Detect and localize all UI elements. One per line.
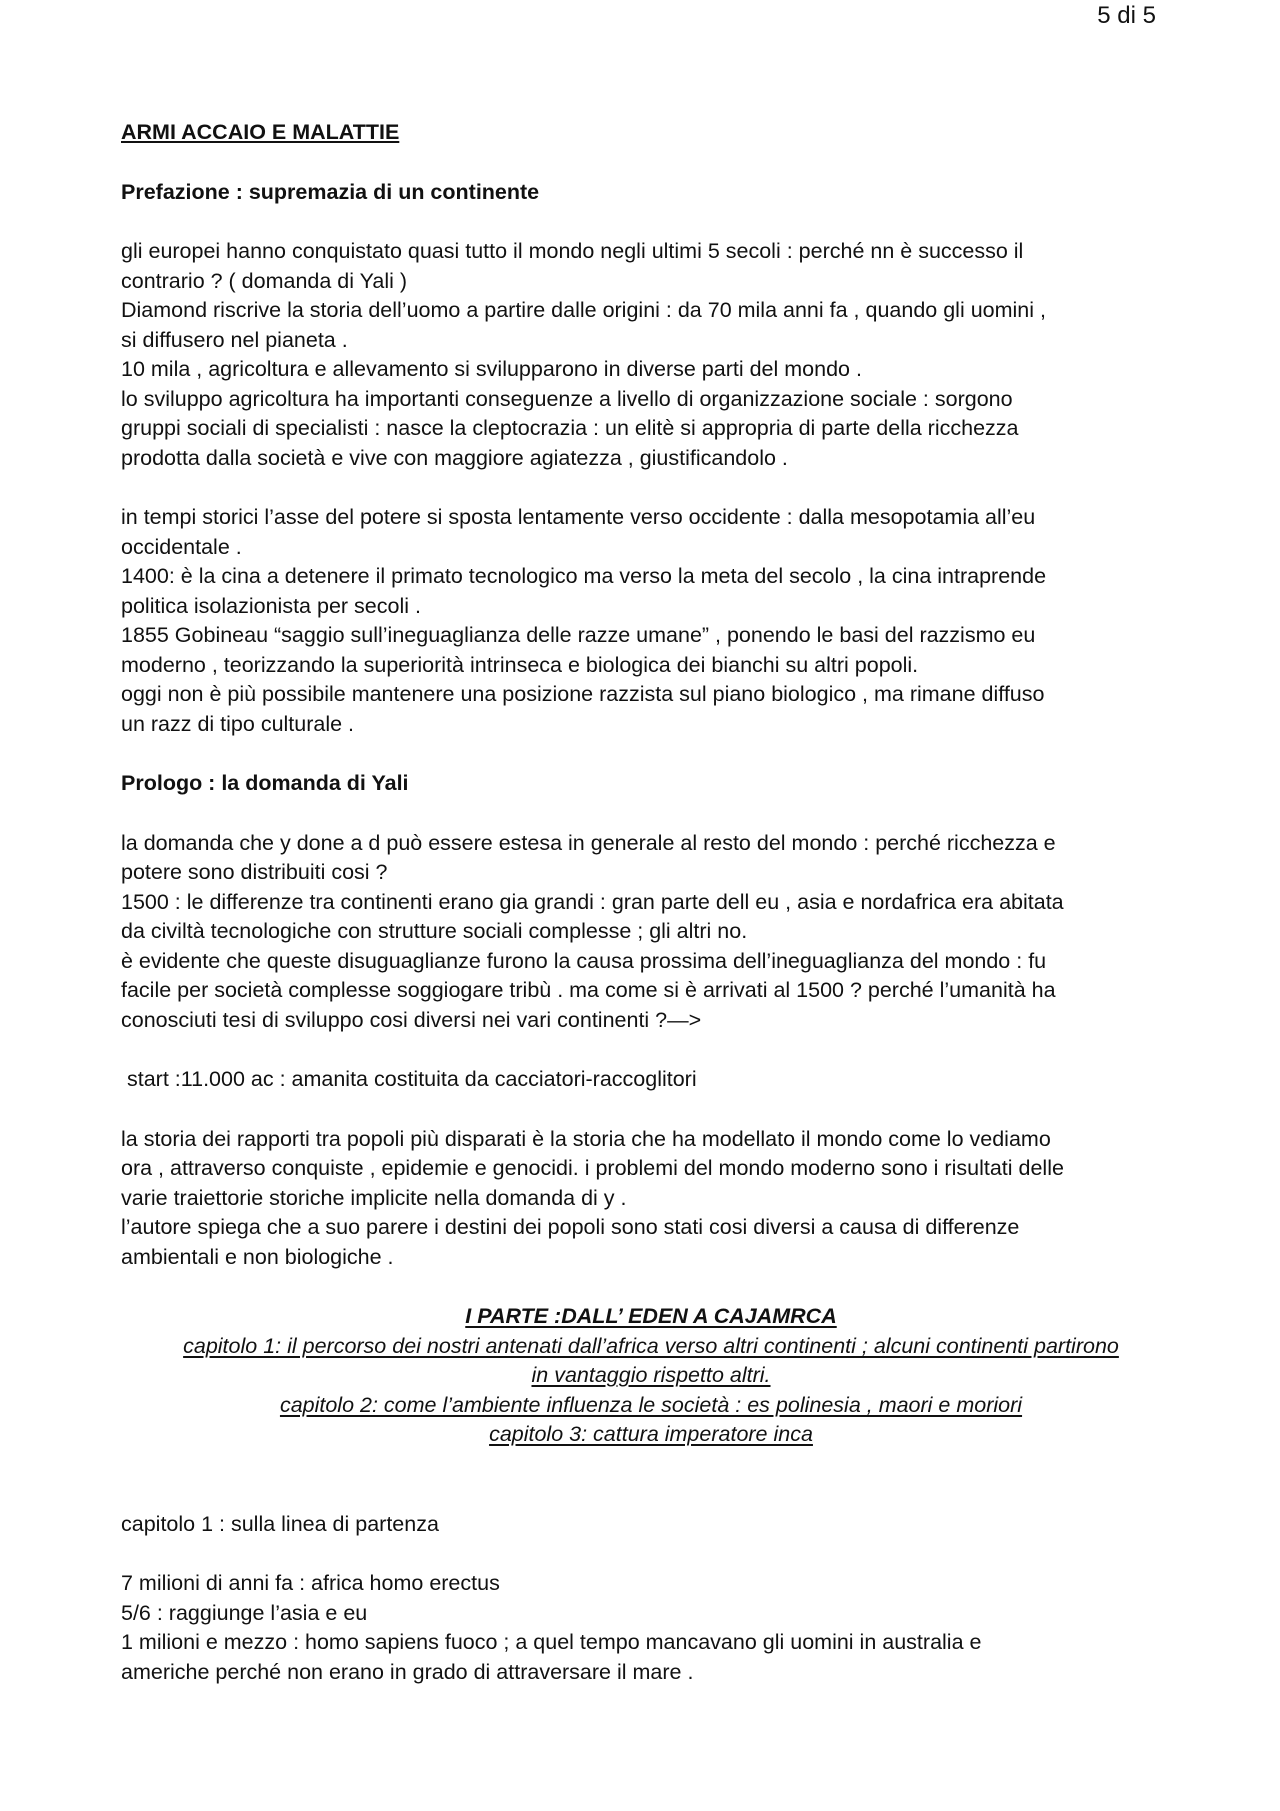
text-line: un razz di tipo culturale .	[121, 711, 355, 736]
chapter-summary-line: capitolo 1: il percorso dei nostri antenati dall’africa verso altri continenti ; alcuni continenti partirono	[183, 1333, 1119, 1358]
text-line: l’autore spiega che a suo parere i destini dei popoli sono stati cosi diversi a causa di differenze	[121, 1215, 1020, 1239]
text-line: la domanda che y done a d può essere estesa in generale al resto del mondo : perché ricchezza e	[121, 830, 1056, 855]
text-line: 10 mila , agricoltura e allevamento si svilupparono in diverse parti del mondo .	[121, 357, 862, 381]
text-line: ora , attraverso conquiste , epidemie e genocidi. i problemi del mondo moderno sono i risultati delle	[121, 1156, 1064, 1180]
text-line: americhe perché non erano in grado di attraversare il mare .	[121, 1659, 694, 1684]
chapter-summary-line: in vantaggio rispetto altri.	[531, 1363, 771, 1387]
text-line: occidentale .	[121, 534, 242, 559]
text-line: 1500 : le differenze tra continenti erano gia grandi : gran parte dell eu , asia e nordafrica era abitata	[121, 889, 1064, 914]
text-line: 1855 Gobineau “saggio sull’ineguaglianza delle razze umane” , ponendo le basi del razzismo eu	[121, 623, 1036, 647]
text-line: ambientali e non biologiche .	[121, 1244, 394, 1269]
text-line: politica isolazionista per secoli .	[121, 593, 421, 618]
chapter-1-notes	[121, 1569, 1181, 1687]
text-line: varie traiettorie storiche implicite nella domanda di y .	[121, 1185, 627, 1210]
text-line: gruppi sociali di specialisti : nasce la cleptocrazia : un elitè si appropria di parte della ricchezza	[121, 416, 1019, 440]
text-line: la storia dei rapporti tra popoli più disparati è la storia che ha modellato il mondo come lo vediamo	[121, 1126, 1051, 1151]
chapter-1-heading: capitolo 1 : sulla linea di partenza	[121, 1511, 439, 1536]
text-line: prodotta dalla società e vive con maggiore agiatezza , giustificandolo .	[121, 445, 788, 470]
chapter-summary-line: capitolo 3: cattura imperatore inca	[489, 1422, 813, 1446]
document-body	[121, 118, 1181, 1687]
prologo-paragraph-2	[121, 1125, 1181, 1273]
text-line: in tempi storici l’asse del potere si sposta lentamente verso occidente : dalla mesopotamia all’eu	[121, 505, 1036, 529]
text-line: moderno , teorizzando la superiorità intrinseca e biologica dei bianchi su altri popoli.	[121, 652, 919, 677]
text-line: lo sviluppo agricoltura ha importanti conseguenze a livello di organizzazione sociale : sorgono	[121, 386, 1013, 411]
part-one-heading: I PARTE :DALL’ EDEN A CAJAMRCA	[465, 1304, 837, 1328]
document-title: ARMI ACCAIO E MALATTIE	[121, 120, 400, 144]
text-line: 7 milioni di anni fa : africa homo erectus	[121, 1571, 500, 1595]
prefazione-paragraph-2	[121, 503, 1181, 739]
text-line: da civiltà tecnologiche con strutture sociali complesse ; gli altri no.	[121, 919, 748, 943]
text-line: è evidente che queste disuguaglianze furono la causa prossima dell’ineguaglianza del mondo : fu	[121, 948, 1047, 973]
text-line: 1400: è la cina a detenere il primato tecnologico ma verso la meta del secolo , la cina intraprende	[121, 564, 1047, 588]
text-line: potere sono distribuiti cosi ?	[121, 860, 388, 884]
section-heading-prefazione: Prefazione : supremazia di un continente	[121, 179, 540, 204]
text-line: conosciuti tesi di sviluppo cosi diversi nei vari continenti ?—>	[121, 1007, 702, 1032]
text-line: contrario ? ( domanda di Yali )	[121, 268, 408, 293]
text-line: 5/6 : raggiunge l’asia e eu	[121, 1600, 368, 1625]
text-line: Diamond riscrive la storia dell’uomo a partire dalle origini : da 70 mila anni fa , quando gli uomini ,	[121, 298, 1046, 322]
prologo-paragraph-1	[121, 829, 1181, 1036]
part-one-summary	[121, 1302, 1181, 1450]
text-line: gli europei hanno conquistato quasi tutto il mondo negli ultimi 5 secoli : perché nn è successo il	[121, 239, 1024, 263]
text-line: 1 milioni e mezzo : homo sapiens fuoco ; a quel tempo mancavano gli uomini in australia e	[121, 1630, 982, 1654]
start-line: start :11.000 ac : amanita costituita da cacciatori-raccoglitori	[127, 1067, 697, 1091]
prefazione-paragraph-1	[121, 237, 1181, 473]
section-heading-prologo: Prologo : la domanda di Yali	[121, 771, 409, 795]
text-line: facile per società complesse soggiogare tribù . ma come si è arrivati al 1500 ? perché l’umanità ha	[121, 978, 1056, 1002]
chapter-summary-line: capitolo 2: come l’ambiente influenza le società : es polinesia , maori e moriori	[279, 1392, 1023, 1417]
text-line: si diffusero nel pianeta .	[121, 327, 348, 352]
text-line: oggi non è più possibile mantenere una posizione razzista sul piano biologico , ma rimane diffuso	[121, 682, 1045, 706]
page-number: 5 di 5	[1097, 2, 1156, 29]
